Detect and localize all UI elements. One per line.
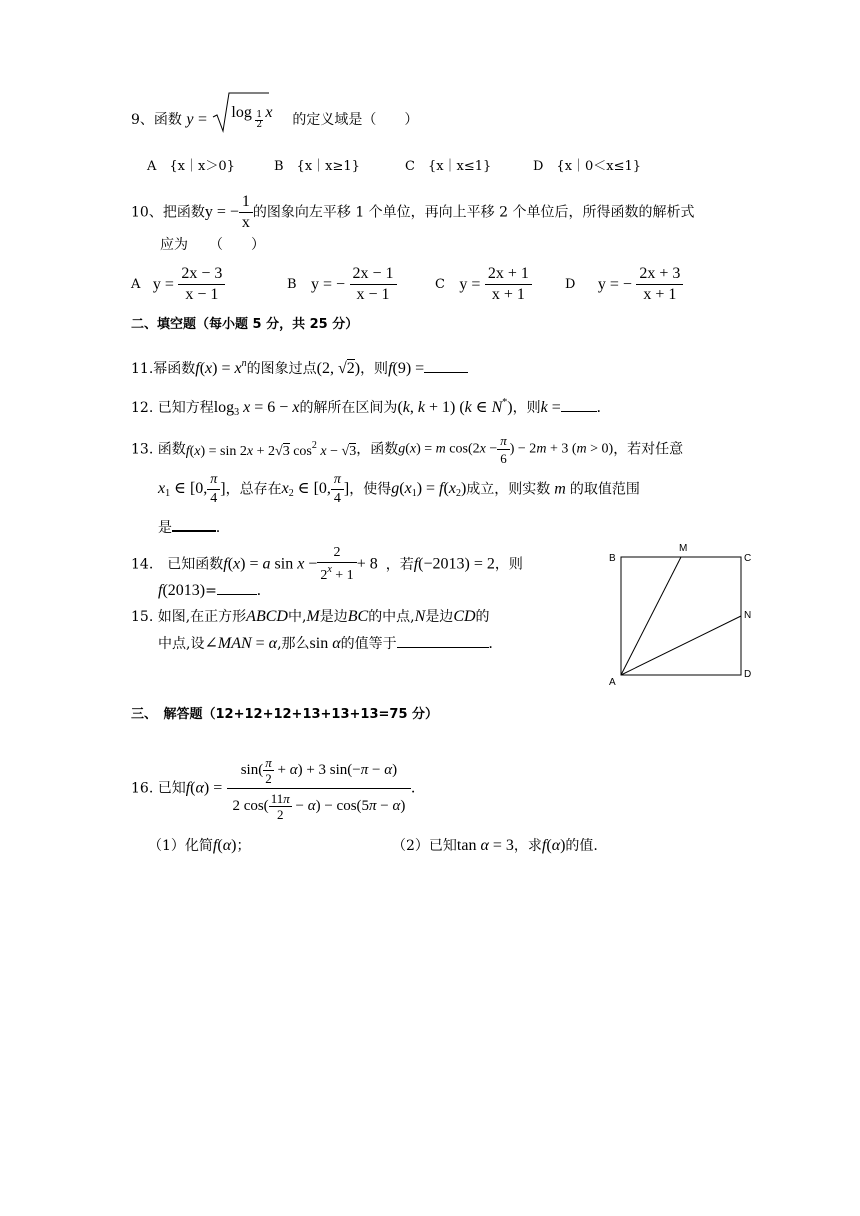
q9-option-d: D {x｜0＜x≤1}: [533, 159, 642, 174]
q13-answer-blank: [172, 518, 216, 532]
q10-line2: 应为 （ ）: [160, 237, 265, 253]
label-b: B: [609, 553, 616, 564]
q15-answer-blank: [397, 635, 489, 648]
q10-option-b: B y = − $\frac{2x - 1}{x - 1}$: [287, 266, 397, 303]
label-m: M: [679, 543, 688, 554]
q14-answer-blank: [217, 582, 257, 595]
q9-sqrt: log 1 2 x: [211, 113, 271, 127]
q10-option-a: A y = $\frac{2x - 3}{x - 1}$: [131, 266, 225, 303]
q15-line1: 15. 如图,在正方形ABCD中,M是边BC的中点,N是边CD的: [131, 608, 490, 625]
q9-formula: y: [186, 111, 194, 128]
q10-option-c: C y = $\frac{2x + 1}{x + 1}$: [435, 266, 532, 303]
label-a: A: [609, 677, 616, 688]
q14-line1: 14. 已知函数f(x) = a sin x − $\frac{2}{2^x + 1}$ + 8 ，若f(−2013) = 2，则: [131, 545, 523, 583]
q9-prefix: 9、函数: [131, 112, 182, 128]
label-n: N: [744, 610, 752, 621]
q9-option-a: A {x｜x＞0}: [147, 159, 235, 174]
q11-line: 11.幂函数$f(x) = x^n$的图象过点(2, √2)，则f(9) =: [131, 359, 468, 377]
q16-line1: 16. 已知f(α) = sin( $\frac{\pi}{2}$ + α) + 3 sin(−π − α) 2 cos( $\frac{11\pi}{2}$ − α) − cos(5π − α) .: [131, 755, 416, 822]
q10-prefix: 10、把函数: [131, 204, 205, 221]
q13-line2: $x_1$ ∈ [0, $\frac{\pi}{4}$ ]，总存在$x_2$ ∈ [0, $\frac{\pi}{4}$ ]，使得$g(x_1) = f(x_2)$成立，则实数 m 的取值范围: [158, 472, 640, 506]
label-d: D: [744, 669, 752, 680]
q9-option-c: C {x｜x≤1}: [405, 159, 492, 174]
q13-line1: 13. 函数f(x) = sin 2x + 2√3 $\cos^2 x - √3$，函数g(x) = m cos(2x − $\frac{\pi}{6}$ ) − 2m + 3 (m > 0)，若对任意: [131, 433, 684, 466]
q11-answer-blank: [424, 360, 468, 373]
square-abcd: [621, 557, 741, 675]
segment-an: [621, 616, 741, 675]
q15-line2: 中点,设∠MAN = α,那么sin α的值等于 .: [158, 635, 493, 652]
q13-line3: 是 .: [158, 519, 220, 536]
q9-option-b: B {x｜x≥1}: [274, 159, 360, 174]
q10-line1-suffix: 的图象向左平移 1 个单位，再向上平移 2 个单位后，所得函数的解析式: [252, 204, 695, 221]
q16-part2: （2）已知tan α = 3，求f(α)的值.: [392, 837, 598, 854]
segment-am: [621, 557, 681, 675]
q10-option-d: D y = − $\frac{2x + 3}{x + 1}$: [565, 266, 683, 303]
q12-line: 12. 已知方程$\log_3 x = 6 - x$的解所在区间为(k, k + 1) (k ∈ N*)，则k = .: [131, 397, 601, 418]
q10-line1: 10、把函数y = − $\frac{1}{x}$ 的图象向左平移 1 个单位，再向上平移 2 个单位后，所得函数的解析式: [131, 193, 695, 231]
q9-line: 9、函数 y = log 1 2 x 的定义域是（ ）: [131, 112, 418, 128]
q9-suffix: 的定义域是（ ）: [292, 112, 419, 128]
section3-title: 三、 解答题（12+12+12+13+13+13=75 分）: [131, 707, 439, 722]
square-figure: [605, 540, 755, 690]
square-diagram: [605, 540, 755, 690]
q12-answer-blank: [561, 399, 597, 412]
section2-title: 二、填空题（每小题 5 分，共 25 分）: [131, 317, 359, 332]
q16-fraction: sin( $\frac{\pi}{2}$ + α) + 3 sin(−π − α) 2 cos( $\frac{11\pi}{2}$ − α) − cos(5π − α): [227, 756, 411, 821]
q14-line2: f(2013)= .: [158, 582, 261, 599]
q16-part1: （1）化简f(α)；: [148, 837, 251, 854]
label-c: C: [744, 553, 752, 564]
